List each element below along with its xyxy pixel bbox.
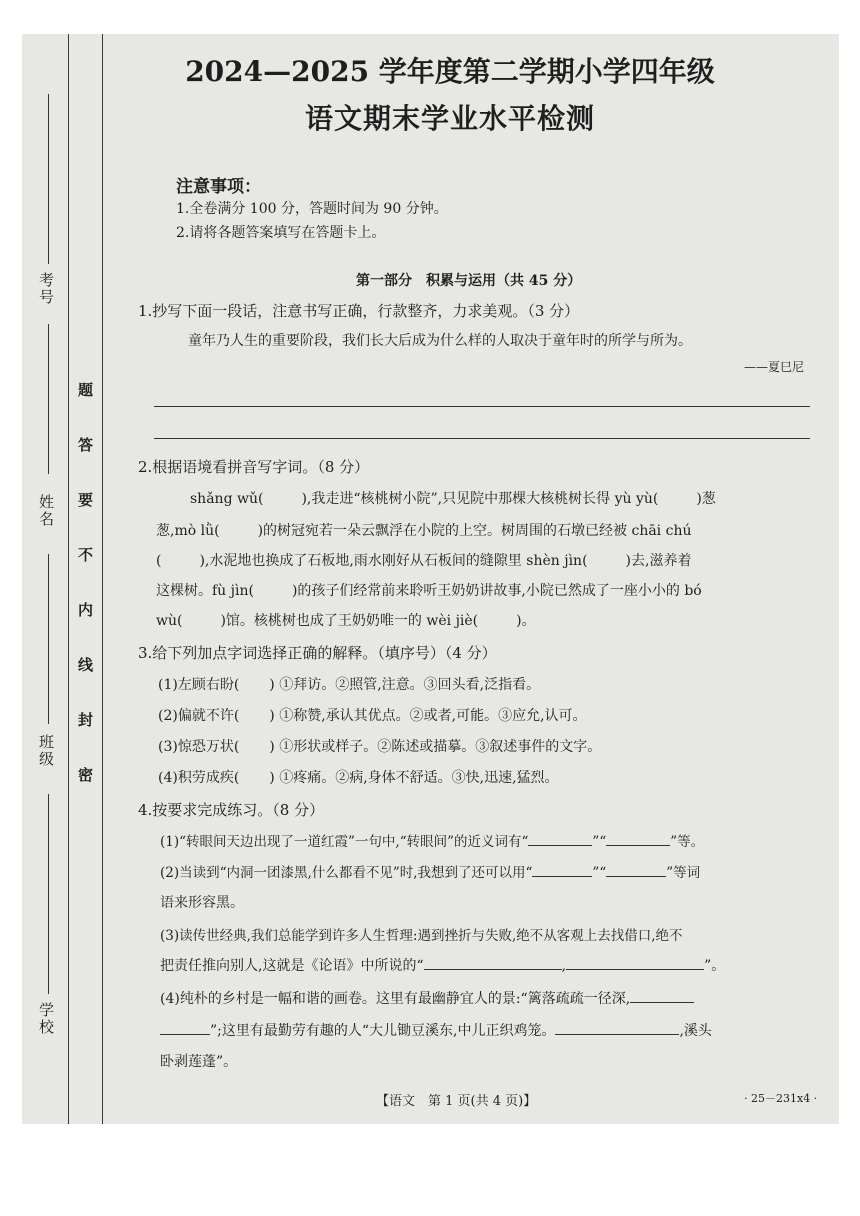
- q4-answer-blank[interactable]: [566, 969, 704, 970]
- q4-answer-blank[interactable]: [532, 876, 592, 877]
- seal-char: 密: [78, 766, 94, 784]
- q3-item: [158, 736, 601, 756]
- q4-part4b: [160, 1020, 712, 1040]
- gutter-line-inner: [102, 34, 103, 1124]
- q2-text: )的孩子们经常前来聆听王奶奶讲故事,小院已然成了一座小小的 bó: [291, 583, 702, 599]
- gutter-blank-line: [48, 554, 49, 724]
- seal-char: 题: [78, 381, 94, 399]
- q2-line: [156, 580, 702, 600]
- q4-text: ”“: [592, 865, 607, 881]
- q2-text: shǎng wǔ(: [190, 491, 264, 507]
- q4-text: ”等词: [666, 865, 701, 881]
- seal-char: 封: [78, 711, 94, 729]
- q4-answer-blank[interactable]: [555, 1034, 679, 1035]
- q4-text: ”。: [704, 958, 726, 974]
- q4-text: (1)“转眼间天边出现了一道红霞”一句中,“转眼间”的近义词有“: [160, 834, 529, 850]
- q2-text: ),水泥地也换成了石板地,雨水刚好从石板间的缝隙里 shèn jìn(: [199, 553, 588, 569]
- q2-text: )葱: [696, 491, 716, 507]
- q2-line: [156, 550, 691, 570]
- q4-answer-blank[interactable]: [528, 845, 592, 846]
- q1-writing-line[interactable]: [154, 438, 810, 439]
- q2-text: )去,滋养着: [625, 553, 692, 569]
- q4-text: 把责任推向别人,这就是《论语》中所说的“: [160, 958, 424, 974]
- q3-item: [158, 767, 559, 787]
- q4-text: ”;这里有最勤劳有趣的人“大儿锄豆溪东,中儿正织鸡笼。: [210, 1023, 556, 1039]
- q2-text: )。: [516, 613, 536, 629]
- exam-code: · 25－231x4 ·: [744, 1092, 818, 1105]
- q3-word: (2)偏就不许(: [158, 708, 240, 724]
- q2-line: [156, 520, 691, 540]
- seal-char: 内: [78, 601, 94, 619]
- notice-item: 2.请将各题答案填写在答题卡上。: [176, 225, 386, 241]
- q3-item: [158, 705, 587, 725]
- q4-answer-blank[interactable]: [424, 969, 562, 970]
- q3-stem: 3.给下列加点字词选择正确的解释。（填序号）（4 分）: [138, 644, 497, 662]
- q4-text: (2)当读到“内洞一团漆黑,什么都看不见”时,我想到了还可以用“: [160, 865, 533, 881]
- q1-writing-line[interactable]: [154, 406, 810, 407]
- seal-char: 线: [78, 656, 94, 674]
- q4-answer-blank[interactable]: [630, 1002, 694, 1003]
- q3-options: ) ①拜访。②照管,注意。③回头看,泛指看。: [269, 677, 541, 693]
- q3-options: ) ①形状或样子。②陈述或描摹。③叙述事件的文字。: [269, 739, 602, 755]
- q4-text: 语来形容黑。: [160, 895, 244, 911]
- seal-char: 答: [78, 436, 94, 454]
- q4-text: ”等。: [670, 834, 705, 850]
- q3-options: ) ①称赞,承认其优点。②或者,可能。③应允,认可。: [269, 708, 587, 724]
- q2-text: 这棵树。fù jìn(: [156, 583, 254, 599]
- q3-options: ) ①疼痛。②病,身体不舒适。③快,迅速,猛烈。: [269, 770, 559, 786]
- q1-stem: 1.抄写下面一段话，注意书写正确，行款整齐，力求美观。（3 分）: [138, 302, 580, 320]
- q2-text: (: [156, 553, 162, 569]
- q3-word: (4)积劳成疾(: [158, 770, 240, 786]
- gutter-field-kaohao: 考号: [37, 272, 55, 306]
- q4-text: ,: [561, 958, 567, 974]
- q4-part3: [160, 955, 725, 975]
- gutter-field-class: 班级: [37, 734, 55, 768]
- q2-stem: 2.根据语境看拼音写字词。（8 分）: [138, 458, 370, 476]
- q4-text: ”“: [592, 834, 607, 850]
- q1-author: ——夏巳尼: [744, 360, 805, 374]
- q4-part4a: [160, 988, 694, 1008]
- q2-text: wù(: [156, 613, 183, 629]
- notice-item: 1.全卷满分 100 分，答题时间为 90 分钟。: [176, 201, 448, 217]
- q4-answer-blank[interactable]: [606, 845, 670, 846]
- gutter-field-name: 姓名: [37, 494, 55, 528]
- q2-text: 葱,mò lǜ(: [156, 523, 220, 539]
- q4-text: (4)纯朴的乡村是一幅和谐的画卷。这里有最幽静宜人的景:“篱落疏疏一径深,: [160, 991, 631, 1007]
- q3-item: [158, 674, 540, 694]
- q4-answer-blank[interactable]: [606, 876, 666, 877]
- notice-heading: 注意事项：: [176, 177, 261, 197]
- q4-text: (3)读传世经典,我们总能学到许多人生哲理:遇到挫折与失败,绝不从客观上去找借口,绝不: [160, 928, 683, 944]
- exam-subtitle: 语文期末学业水平检测: [304, 102, 595, 135]
- seal-char: 不: [78, 546, 94, 564]
- q4-part2: [160, 861, 700, 881]
- page-number: 【语文 第 1 页(共 4 页)】: [376, 1094, 537, 1109]
- gutter-blank-line: [48, 794, 49, 994]
- gutter-line-outer: [68, 34, 69, 1124]
- q2-text: ),我走进“核桃树小院”,只见院中那棵大核桃树长得 yù yù(: [301, 491, 659, 507]
- exam-title: 2024—2025 学年度第二学期小学四年级: [185, 55, 715, 88]
- q4-stem: 4.按要求完成练习。（8 分）: [138, 801, 325, 819]
- q1-quote: 童年乃人生的重要阶段，我们长大后成为什么样的人取决于童年时的所学与所为。: [188, 333, 692, 349]
- gutter-blank-line: [48, 324, 49, 474]
- q2-text: )馆。核桃树也成了王奶奶唯一的 wèi jiè(: [220, 613, 479, 629]
- q2-line: [190, 488, 716, 508]
- q3-word: (3)惊恐万状(: [158, 739, 240, 755]
- section-title: 第一部分 积累与运用（共 45 分）: [356, 273, 582, 289]
- q4-text: ,溪头: [679, 1023, 712, 1039]
- q4-part1: [160, 830, 704, 850]
- seal-char: 要: [78, 491, 94, 509]
- q3-word: (1)左顾右盼(: [158, 677, 240, 693]
- gutter-field-school: 学校: [37, 1002, 55, 1036]
- q2-line: [156, 610, 536, 630]
- gutter-blank-line: [48, 94, 49, 264]
- q2-text: )的树冠宛若一朵云飘浮在小院的上空。树周围的石墩已经被 chāi chú: [257, 523, 692, 539]
- q4-answer-blank[interactable]: [160, 1034, 210, 1035]
- q4-text: 卧剥莲蓬”。: [160, 1054, 238, 1070]
